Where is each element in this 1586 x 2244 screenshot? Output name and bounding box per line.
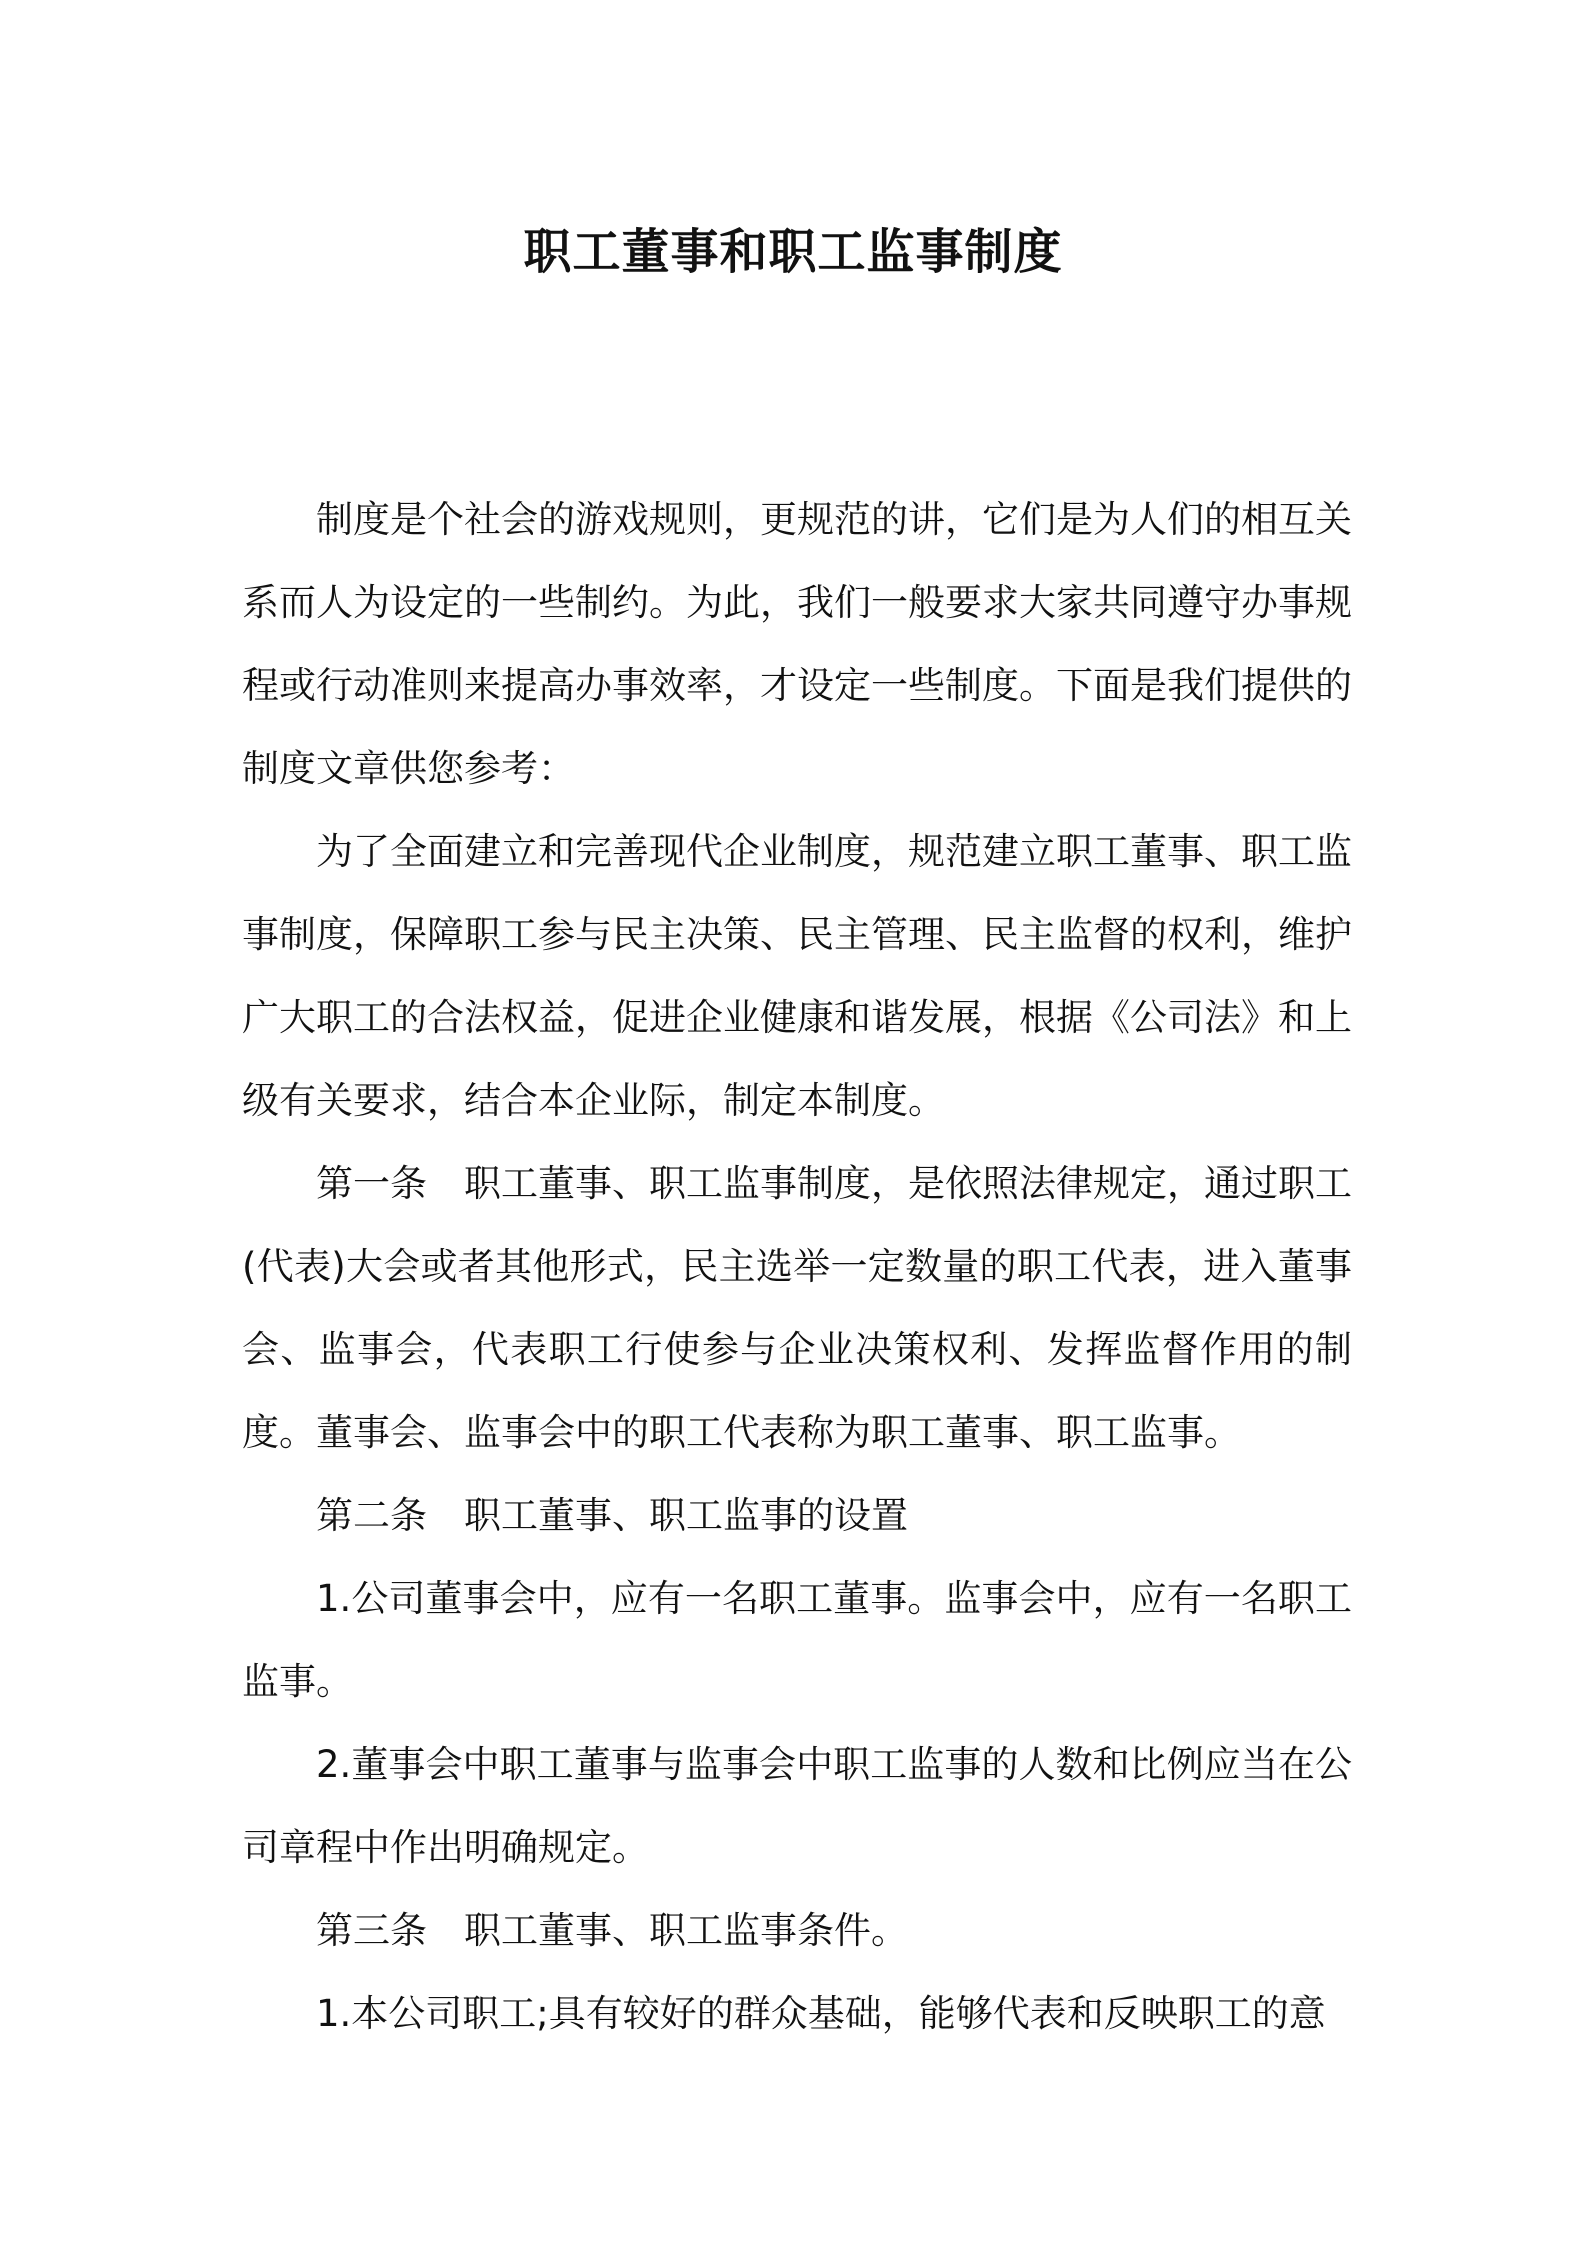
- article-2-paragraph: [242, 1474, 1352, 1557]
- paragraph-text: 职工董事、职工监事条件。: [464, 1909, 908, 1952]
- list-item-paragraph: [242, 1972, 1352, 2055]
- purpose-paragraph: [242, 810, 1352, 1142]
- article-label: 第三条: [316, 1909, 427, 1952]
- intro-paragraph: [242, 478, 1352, 810]
- article-1-paragraph: [242, 1142, 1352, 1474]
- document-body: [242, 478, 1352, 2055]
- article-3-paragraph: [242, 1889, 1352, 1972]
- article-label: 第一条: [316, 1162, 427, 1205]
- list-item-paragraph: [242, 1723, 1352, 1889]
- list-item-paragraph: [242, 1557, 1352, 1723]
- paragraph-text: 为了全面建立和完善现代企业制度，规范建立职工董事、职工监事制度，保障职工参与民主决策、民主管理、民主监督的权利，维护广大职工的合法权益，促进企业健康和谐发展，根据《公司法》和上级有关要求，结合本企业际，制定本制度。: [242, 830, 1352, 1122]
- paragraph-text: 职工董事、职工监事的设置: [464, 1494, 908, 1537]
- paragraph-text: 2.董事会中职工董事与监事会中职工监事的人数和比例应当在公司章程中作出明确规定。: [242, 1743, 1352, 1869]
- paragraph-text: 1.公司董事会中，应有一名职工董事。监事会中，应有一名职工监事。: [242, 1577, 1352, 1703]
- paragraph-text: 制度是个社会的游戏规则，更规范的讲，它们是为人们的相互关系而人为设定的一些制约。为此，我们一般要求大家共同遵守办事规程或行动准则来提高办事效率，才设定一些制度。下面是我们提供的制度文章供您参考：: [242, 498, 1352, 790]
- paragraph-text: 1.本公司职工;具有较好的群众基础，能够代表和反映职工的意: [316, 1992, 1326, 2035]
- document-title: 职工董事和职工监事制度: [523, 224, 1063, 280]
- paragraph-text: 职工董事、职工监事制度，是依照法律规定，通过职工(代表)大会或者其他形式，民主选举一定数量的职工代表，进入董事会、监事会，代表职工行使参与企业决策权利、发挥监督作用的制度。董事会、监事会中的职工代表称为职工董事、职工监事。: [242, 1162, 1352, 1454]
- article-label: 第二条: [316, 1494, 427, 1537]
